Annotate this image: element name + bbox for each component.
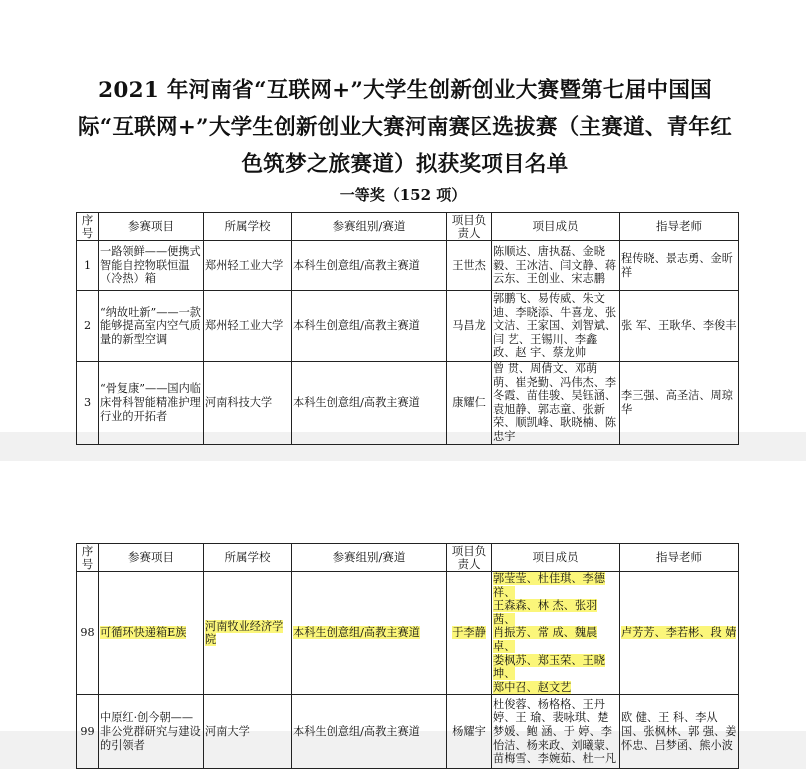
row-members: 郭鹏飞、易传威、朱文迪、李晓添、牛喜龙、张文洁、王家国、刘智斌、闫 艺、王锡川、李鑫政、赵 宇、蔡龙帅: [492, 291, 620, 362]
header-project: 参赛项目: [99, 213, 204, 241]
table-row-highlighted: [77, 572, 739, 695]
header-school: 所属学校: [204, 544, 292, 572]
row-project-cell: [99, 572, 204, 695]
row-members: 杜俊蓉、杨格格、王丹婷、王 瑜、裴咏琪、楚梦媛、鲍 涵、于 婷、李怡洁、杨来政、刘曦蒙、苗梅雪、李婉茹、杜一凡: [492, 695, 620, 769]
row-group: 本科生创意组/高教主赛道: [293, 626, 420, 640]
row-project: “纳故吐新”——一款能够提高室内空气质量的新型空调: [99, 291, 204, 362]
member-line: 郑中召、赵文艺: [493, 680, 572, 694]
table-row: [77, 291, 739, 362]
row-school: 河南大学: [204, 695, 292, 769]
table-row: [77, 241, 739, 291]
table-row: [77, 362, 739, 445]
table-header-row: [77, 544, 739, 572]
member-line: 娄枫苏、郑玉荣、王晓坤、: [493, 653, 605, 681]
row-num: 1: [77, 241, 99, 291]
member-line: 郭莹莹、杜佳琪、李德祥、: [493, 572, 605, 599]
row-advisors: 欧 健、王 科、李从国、张枫林、郭 强、姜怀忠、吕梦函、熊小波: [620, 695, 739, 769]
row-members: [492, 572, 620, 695]
row-leader: 王世杰: [447, 241, 492, 291]
header-group: 参赛组别/赛道: [292, 544, 447, 572]
row-group: 本科生创意组/高教主赛道: [292, 362, 447, 445]
header-school: 所属学校: [204, 213, 292, 241]
row-num: 2: [77, 291, 99, 362]
row-advisors: 李三强、高圣洁、周琼华: [620, 362, 739, 445]
header-leader: 项目负责人: [447, 544, 492, 572]
row-school: 河南科技大学: [204, 362, 292, 445]
header-project: 参赛项目: [99, 544, 204, 572]
row-num: 99: [77, 695, 99, 769]
header-members: 项目成员: [492, 213, 620, 241]
award-heading: 一等奖（152 项）: [339, 186, 467, 204]
row-advisors: 卢芳芳、李若彬、段 婧: [621, 626, 737, 640]
award-table-page-1: [76, 212, 739, 445]
row-school: 河南牧业经济学院: [205, 619, 284, 647]
row-school: 郑州轻工业大学: [204, 241, 292, 291]
row-num: 98: [77, 572, 99, 695]
row-leader-cell: [447, 572, 492, 695]
table-header-row: [77, 213, 739, 241]
row-members: 陈顺达、唐执磊、金晓毅、王冰洁、闫文静、蒋云东、王创业、宋志鹏: [492, 241, 620, 291]
header-leader: 项目负责人: [447, 213, 492, 241]
row-group: 本科生创意组/高教主赛道: [292, 291, 447, 362]
award-table-page-2: [76, 543, 739, 769]
row-project: 中原红·创今朝——非公党群研究与建设的引领者: [99, 695, 204, 769]
row-leader: 康耀仁: [447, 362, 492, 445]
header-members: 项目成员: [492, 544, 620, 572]
row-group: 本科生创意组/高教主赛道: [292, 695, 447, 769]
table-row: [77, 695, 739, 769]
row-school: 郑州轻工业大学: [204, 291, 292, 362]
header-advisors: 指导老师: [620, 213, 739, 241]
row-members: 曾 贯、周倩文、邓萌萌、崔尧勤、冯伟杰、李冬霞、苗佳骏、吴钰涵、袁旭静、郭志童、张新荣、顺凯峰、耿晓楠、陈忠宇: [492, 362, 620, 445]
row-group: 本科生创意组/高教主赛道: [292, 241, 447, 291]
row-num: 3: [77, 362, 99, 445]
row-group-cell: [292, 572, 447, 695]
row-leader: 于李静: [452, 626, 486, 640]
header-group: 参赛组别/赛道: [292, 213, 447, 241]
member-line: 肖振芳、常 成、魏晨卓、: [493, 626, 598, 653]
row-project: 一路领鲜——便携式智能自控物联恒温（冷热）箱: [99, 241, 204, 291]
row-leader: 杨耀宇: [447, 695, 492, 769]
document-title: 2021 年河南省“互联网+”大学生创新创业大赛暨第七届中国国际“互联网+”大学生创新创业大赛河南赛区选拔赛（主赛道、青年红色筑梦之旅赛道）拟获奖项目名单: [77, 78, 733, 177]
header-num: 序号: [77, 544, 99, 572]
row-project: “骨复康”——国内临床骨科智能精准护理行业的开拓者: [99, 362, 204, 445]
header-advisors: 指导老师: [620, 544, 739, 572]
header-num: 序号: [77, 213, 99, 241]
row-project: 可循环快递箱E族: [100, 626, 187, 640]
row-leader: 马昌龙: [447, 291, 492, 362]
row-advisors: 程传晓、景志勇、金昕祥: [620, 241, 739, 291]
member-line: 王森森、林 杰、张羽茜、: [493, 599, 598, 626]
row-school-cell: [204, 572, 292, 695]
row-advisors: 张 军、王耿华、李俊丰: [620, 291, 739, 362]
row-advisors-cell: [620, 572, 739, 695]
